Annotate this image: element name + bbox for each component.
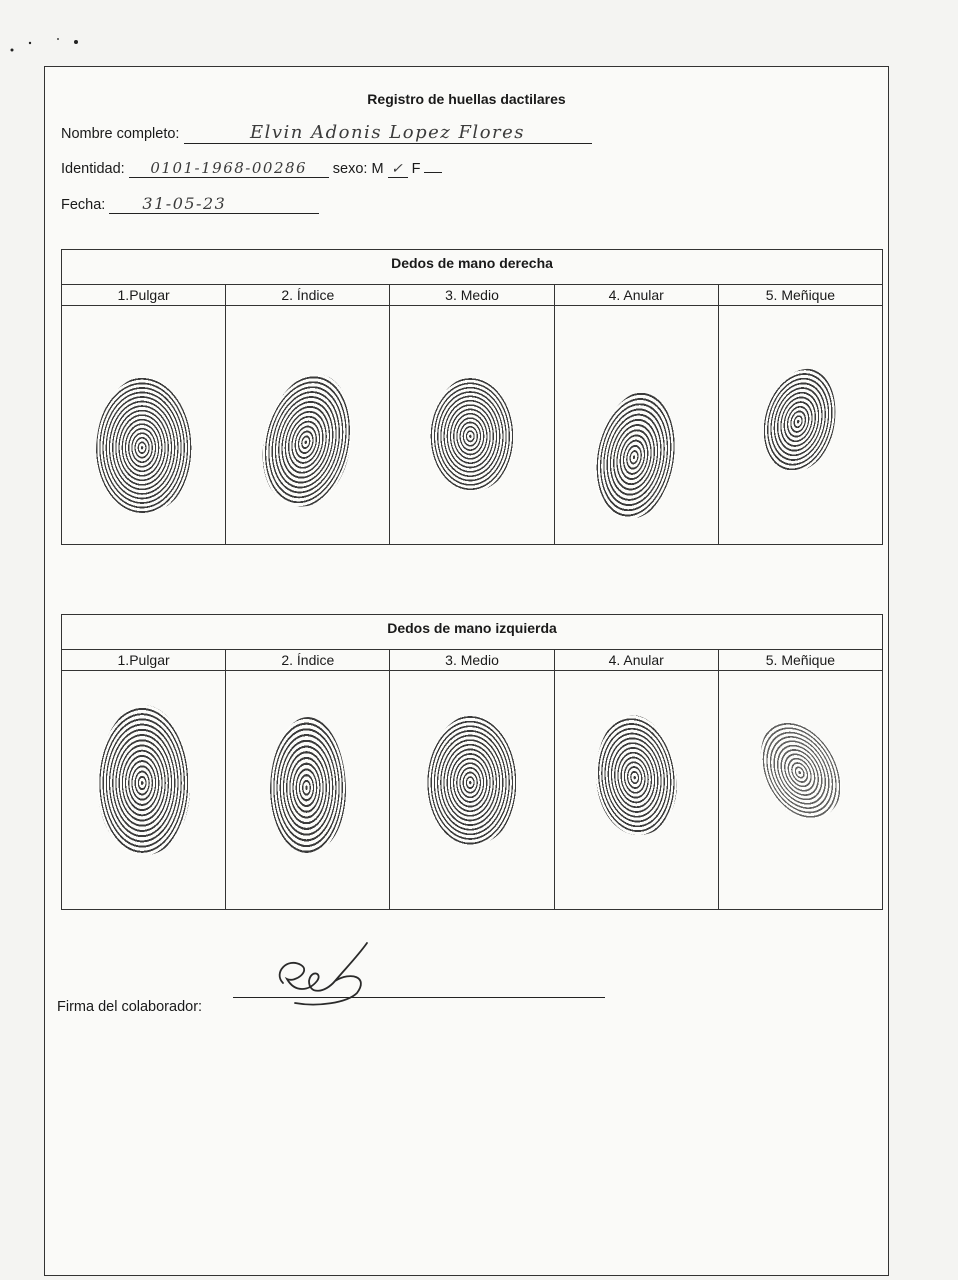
- left-hand-title: Dedos de mano izquierda: [62, 615, 882, 650]
- fingerprint-image: [252, 366, 364, 515]
- left-hand-prints: [62, 671, 882, 909]
- form-title: Registro de huellas dactilares: [367, 91, 566, 107]
- fingerprint-form: [44, 66, 889, 1276]
- fingerprint-image: [754, 361, 847, 479]
- sexo-label: sexo: M: [332, 161, 384, 177]
- fingerprint-cell: [62, 671, 226, 909]
- fingerprint-image: [427, 715, 517, 845]
- signature-label: Firma del colaborador:: [57, 999, 203, 1015]
- fingerprint-cell: [719, 306, 882, 544]
- identidad-value: 0101-1968-00286: [150, 159, 308, 177]
- fingerprint-cell: [390, 671, 554, 909]
- fecha-value: 31-05-23: [142, 194, 227, 213]
- right-hand-table: [61, 249, 883, 545]
- fingerprint-image: [270, 717, 346, 853]
- fingerprint-image: [590, 711, 682, 839]
- scan-specks: [0, 0, 120, 60]
- identidad-label: Identidad:: [61, 161, 125, 177]
- right-finger-label: 3. Medio: [390, 285, 554, 305]
- fingerprint-cell: [555, 671, 719, 909]
- left-hand-table: [61, 614, 883, 910]
- right-finger-label: 4. Anular: [555, 285, 719, 305]
- left-finger-label: 4. Anular: [555, 650, 719, 670]
- fingerprint-cell: [226, 671, 390, 909]
- nombre-field: [61, 122, 592, 144]
- left-hand-header: [62, 650, 882, 671]
- sexo-mark: ✓: [390, 161, 405, 177]
- fecha-label: Fecha:: [61, 197, 106, 213]
- fingerprint-image: [96, 377, 192, 513]
- signature-scribble: [265, 933, 385, 1013]
- left-finger-label: 2. Índice: [226, 650, 390, 670]
- right-hand-header: [62, 285, 882, 306]
- left-finger-label: 3. Medio: [390, 650, 554, 670]
- right-finger-label: 5. Meñique: [765, 287, 836, 303]
- fingerprint-cell: [555, 306, 719, 544]
- right-hand-title: Dedos de mano derecha: [62, 250, 882, 285]
- sexo-f-label: F: [411, 161, 421, 177]
- right-finger-label: 1.Pulgar: [62, 285, 226, 305]
- right-finger-label: 2. Índice: [226, 285, 390, 305]
- fingerprint-image: [430, 377, 514, 491]
- nombre-value: Elvin Adonis Lopez Flores: [249, 122, 526, 143]
- identidad-field: [61, 159, 442, 178]
- fingerprint-image: [98, 705, 190, 855]
- fingerprint-image: [744, 707, 856, 833]
- fecha-field: [61, 194, 319, 214]
- left-finger-label: 1.Pulgar: [62, 650, 226, 670]
- fingerprint-cell: [62, 306, 226, 544]
- fingerprint-image: [587, 385, 686, 525]
- left-finger-label: 5. Meñique: [765, 652, 836, 668]
- fingerprint-cell: [226, 306, 390, 544]
- fingerprint-cell: [390, 306, 554, 544]
- right-hand-prints: [62, 306, 882, 544]
- fingerprint-cell: [719, 671, 882, 909]
- nombre-label: Nombre completo:: [61, 126, 180, 142]
